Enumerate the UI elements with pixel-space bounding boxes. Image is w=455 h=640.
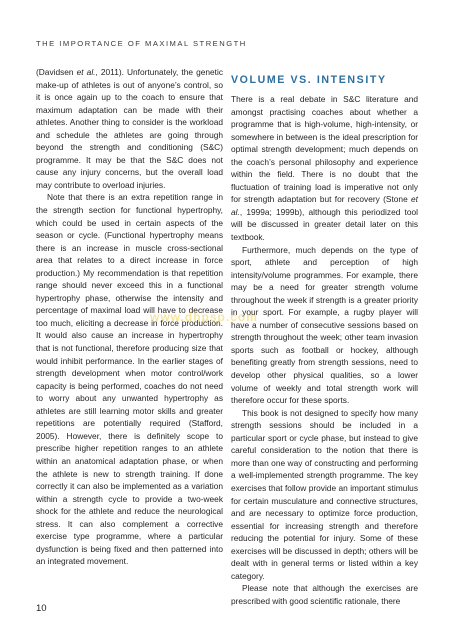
citation-text: (Davidsen (36, 67, 77, 77)
left-paragraph-1 (36, 66, 223, 191)
page-number: 10 (36, 603, 47, 614)
paragraph-text: , 2011). Unfortunately, the genetic make-up of athletes is out of anyone’s control, so it is once again up to the coach to ensure that maximum adaptation can be made with their athletes. Another thing to consider is the workload and schedule the athletes are going through beyond the strength and conditioning (S&C) programme. It may be that the S&C does not cause any injury concerns, but the overall load may contribute to overload injuries. (36, 67, 223, 190)
right-paragraph-4: Please note that although the exercises are prescribed with good scientific rationale, there (231, 583, 418, 606)
right-paragraph-1 (231, 93, 418, 244)
et-al-italic: et al. (76, 67, 96, 77)
right-paragraph-3: This book is not designed to specify how many strength sessions should be included in a particular sport or cycle phase, but instead to give careful consideration to the notion that there is more than one way of constructing and performing a well-implemented strength programme. The key exercises that follow provide an important stimulus for certain musculature and connective structures, and are necessary to optimize force production, essential for increasing strength and therefore reducing the potential for injury. Some of these exercises will be discussed in depth; others will be dealt with in general terms or listed within a key category. (231, 407, 418, 581)
right-paragraph-2: Furthermore, much depends on the type of sport, athlete and perception of high intensity/volume programmes. For example, there may be a need for greater strength volume throughout the week if strength is a greater priority in your sport. For example, a rugby player will have a number of consecutive sessions based on strength throughout the week; other team invasion sports such as football or hockey, although benefiting greatly from strength sessions, need to develop other physical qualities, so a lower volume of weekly and total strength work will therefore occur for these sports. (231, 244, 418, 406)
running-header: THE IMPORTANCE OF MAXIMAL STRENGTH (36, 39, 247, 48)
left-paragraph-2: Note that there is an extra repetition range in the strength section for functional hypertrophy, which could be used in certain aspects of the season or cycle. (Functional hypertrophy means there is an increase in muscle cross-sectional area that relates to a direct increase in force production.) My recommendation is that repetition range should never exceed this in a functional hypertrophy phase, otherwise the intensity and percentage of maximal load will have to decrease too much, eliciting a decrease in force production. It would also cause an increase in hypertrophy that is not functional, therefore producing size that would inhibit performance. In the earlier stages of strength development when motor control/work capacity is being performed, coaches do not need to worry about any unwanted hypertrophy as athletes are still learning motor skills and greater repetitions are potentially required (Stafford, 2005). However, there is definitely scope to prescribe higher repetition ranges to an athlete within an anatomical adaptation phase, or when the athlete is new to strength training. If done correctly it can also be implemented as a variation within a strength cycle to provide a two-week shock for the athlete and reduce the neurological stress. It can also complement a corrective exercise type programme, where a particular dysfunction is being fixed and then patterned into an integrated movement. (36, 192, 223, 567)
right-column (231, 66, 418, 607)
left-column (36, 66, 223, 568)
et-al-italic: et al. (231, 194, 418, 217)
watermark: www.dhpsp.com (150, 310, 258, 324)
paragraph-text: , 1999a; 1999b), although this periodized tool will be discussed in greater detail later on this textbook. (231, 206, 418, 243)
section-heading: VOLUME VS. INTENSITY (231, 74, 387, 86)
paragraph-text: There is a real debate in S&C literature and amongst practising coaches about whether a programme that is high-volume, high-intensity, or somewhere in between is the ideal prescription for optimal strength development; much depends on the coach’s personal philosophy and experience within the field. There is no doubt that the fluctuation of training load is imperative not only for strength adaptation but for recovery (Stone (231, 94, 418, 205)
